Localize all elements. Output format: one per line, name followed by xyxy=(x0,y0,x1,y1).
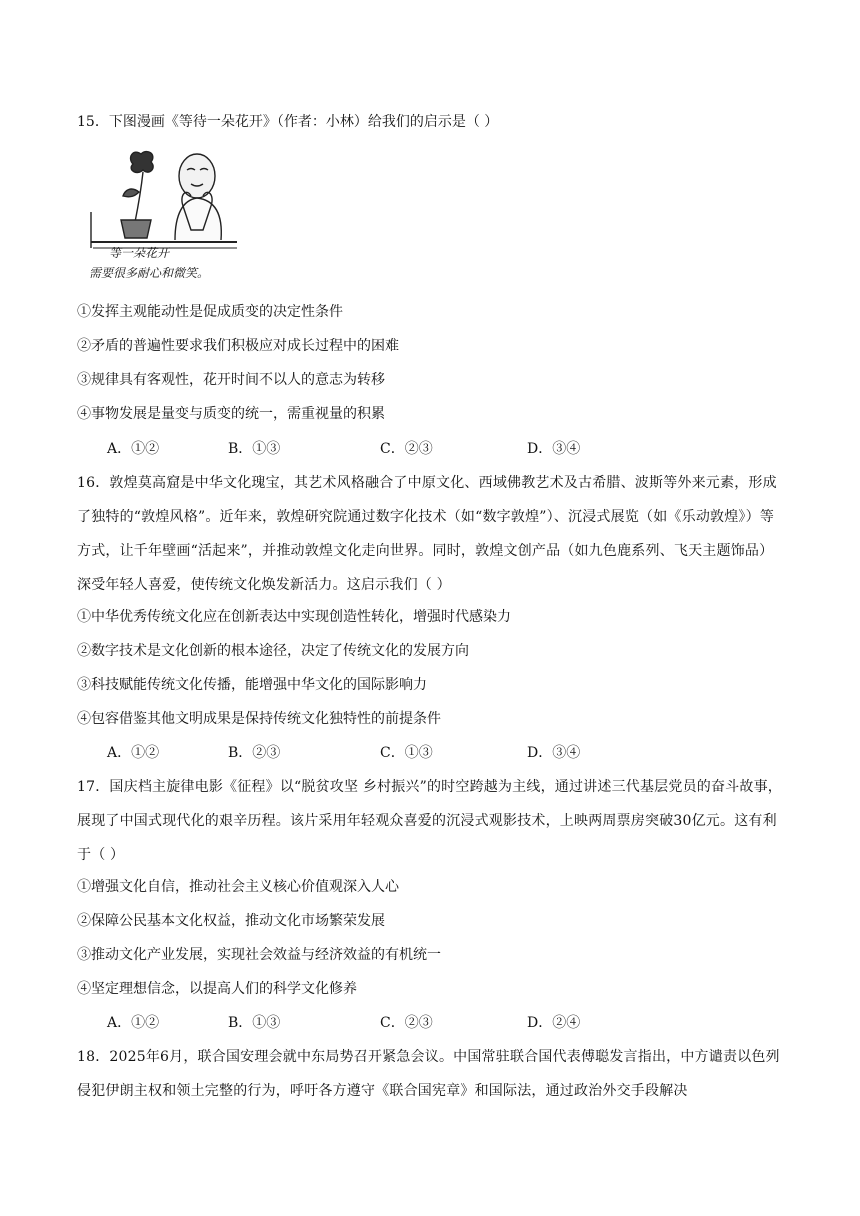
q17-option-b[interactable]: B．①③ xyxy=(228,1015,281,1031)
q15-item-1: ①发挥主观能动性是促成质变的决定性条件 xyxy=(77,304,343,320)
q15-item-2: ②矛盾的普遍性要求我们积极应对成长过程中的困难 xyxy=(77,338,399,354)
q15-option-d[interactable]: D．③④ xyxy=(527,441,581,457)
q16-option-a[interactable]: A．①② xyxy=(107,745,160,761)
q16-item-3: ③科技赋能传统文化传播，能增强中华文化的国际影响力 xyxy=(77,677,427,693)
q16-item-2: ②数字技术是文化创新的根本途径，决定了传统文化的发展方向 xyxy=(77,643,469,659)
q17-option-c[interactable]: C．②③ xyxy=(380,1015,433,1031)
q16-stem: 16．敦煌莫高窟是中华文化瑰宝，其艺术风格融合了中原文化、西域佛教艺术及古希腊、波斯等外来元素，形成了独特的“敦煌风格”。近年来，敦煌研究院通过数字化技术（如“数字敦煌”）、沉浸式展览（如《乐动敦煌》）等方式，让千年壁画“活起来”，并推动敦煌文化走向世界。同时，敦煌文创产品（如九色鹿系列、飞天主题饰品）深受年轻人喜爱，使传统文化焕发新活力。这启示我们（ ） xyxy=(77,475,777,593)
q16-option-d[interactable]: D．③④ xyxy=(527,745,581,761)
q18-stem: 18．2025年6月，联合国安理会就中东局势召开紧急会议。中国常驻联合国代表傅聪发言指出，中方谴责以色列侵犯伊朗主权和领土完整的行为，呼吁各方遵守《联合国宪章》和国际法，通过政治外交手段解决 xyxy=(77,1049,780,1099)
q17-option-d[interactable]: D．②④ xyxy=(527,1015,581,1031)
q17-option-a[interactable]: A．①② xyxy=(107,1015,160,1031)
q15-item-4: ④事物发展是量变与质变的统一，需重视量的积累 xyxy=(77,406,385,422)
q16-item-1: ①中华优秀传统文化应在创新表达中实现创造性转化，增强时代感染力 xyxy=(77,609,511,625)
q17-item-1: ①增强文化自信，推动社会主义核心价值观深入人心 xyxy=(77,879,399,895)
q16-item-4: ④包容借鉴其他文明成果是保持传统文化独特性的前提条件 xyxy=(77,711,441,727)
comic-caption-line-2: 需要很多耐心和微笑。 xyxy=(89,266,210,280)
q16-option-c[interactable]: C．①③ xyxy=(380,745,433,761)
q17-item-4: ④坚定理想信念，以提高人们的科学文化修养 xyxy=(77,981,357,997)
q15-item-3: ③规律具有客观性，花开时间不以人的意志为转移 xyxy=(77,372,385,388)
q15-option-b[interactable]: B．①③ xyxy=(228,441,281,457)
comic-illustration xyxy=(87,140,247,290)
q15-stem: 15．下图漫画《等待一朵花开》（作者：小林）给我们的启示是（ ） xyxy=(77,114,499,130)
q15-option-a[interactable]: A．①② xyxy=(107,441,160,457)
q15-option-c[interactable]: C．②③ xyxy=(380,441,433,457)
q17-item-2: ②保障公民基本文化权益，推动文化市场繁荣发展 xyxy=(77,913,385,929)
q16-option-b[interactable]: B．②③ xyxy=(228,745,281,761)
comic-caption-line-1: 等一朵花开 xyxy=(109,246,170,260)
q17-stem: 17．国庆档主旋律电影《征程》以“脱贫攻坚 乡村振兴”的时空跨越为主线，通过讲述三代基层党员的奋斗故事，展现了中国式现代化的艰辛历程。该片采用年轻观众喜爱的沉浸式观影技术，上映两周票房突破30亿元。这有利于（ ） xyxy=(77,779,782,863)
q17-item-3: ③推动文化产业发展，实现社会效益与经济效益的有机统一 xyxy=(77,947,441,963)
